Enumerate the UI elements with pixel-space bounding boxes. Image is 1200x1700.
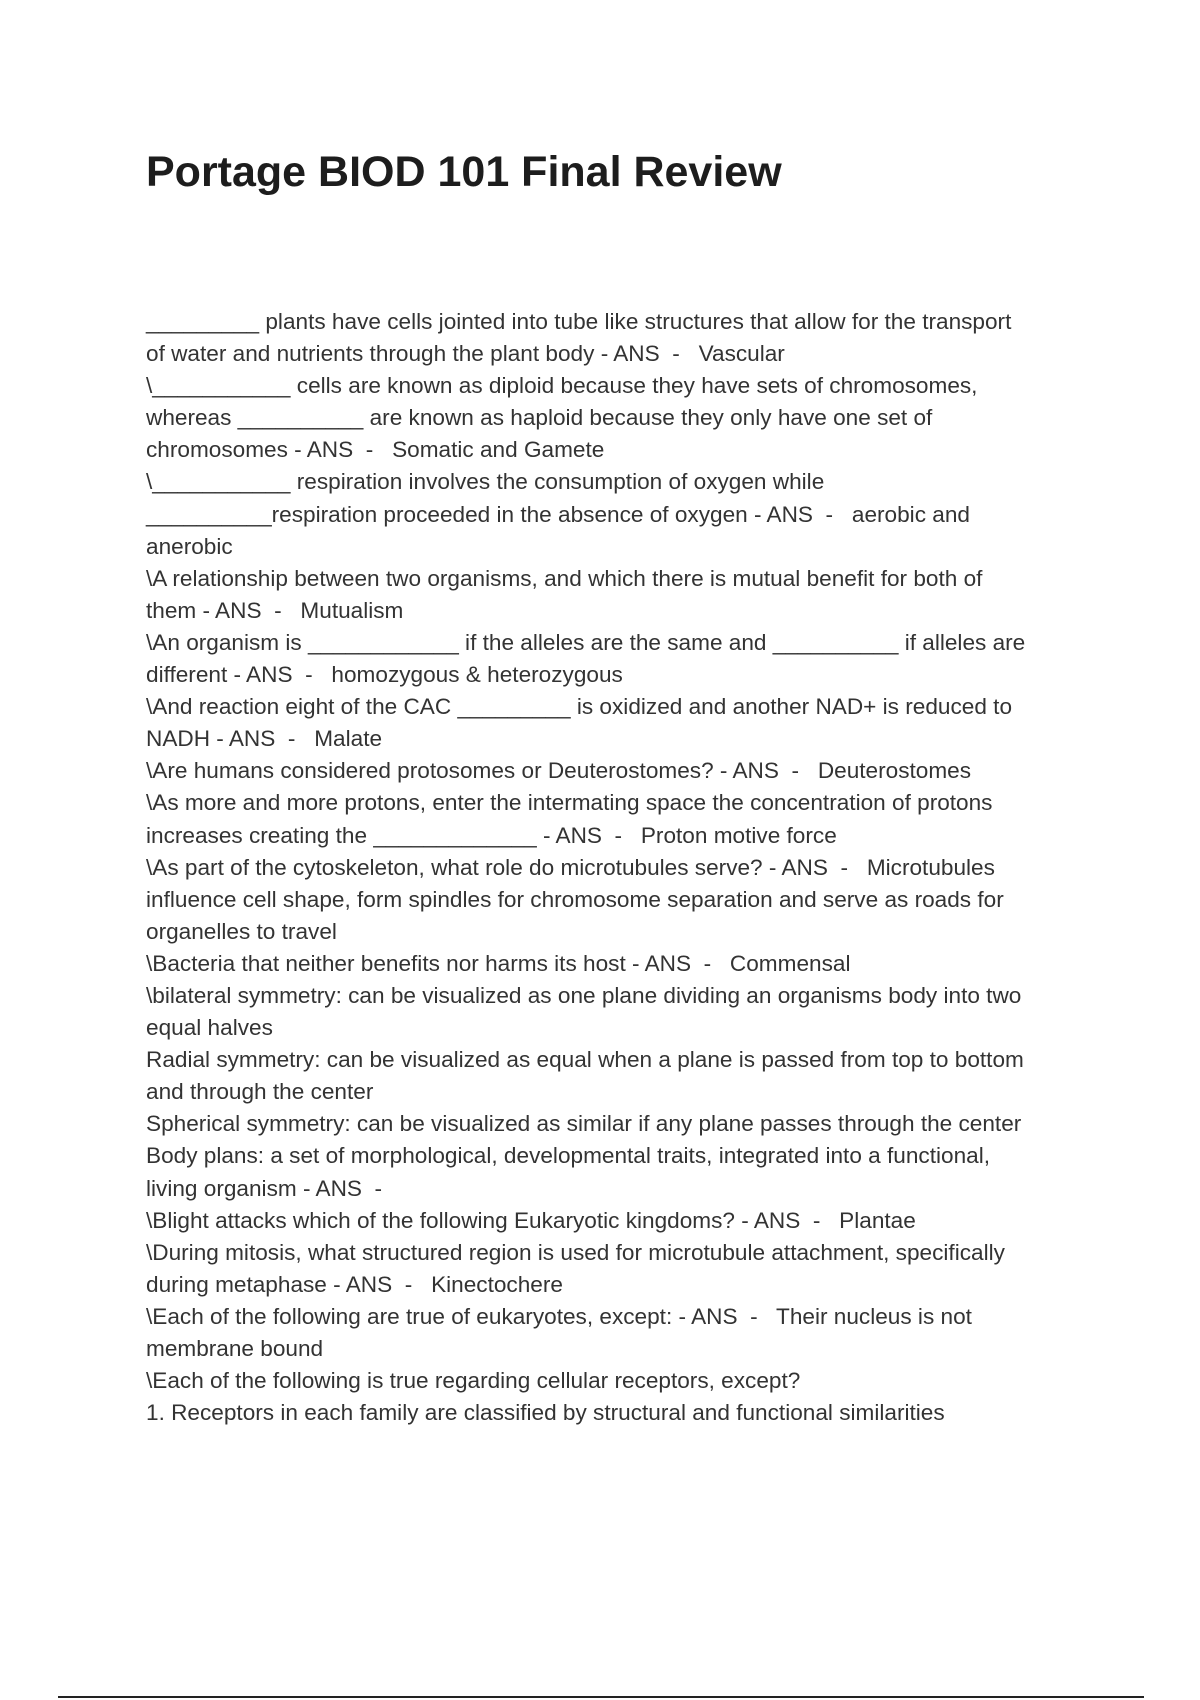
text-line: whereas __________ are known as haploid because they only have one set of — [146, 405, 933, 431]
text-line: during metaphase - ANS - Kinectochere — [146, 1271, 563, 1297]
text-line: \Are humans considered protosomes or Deuterostomes? - ANS - Deuterostomes — [146, 758, 972, 784]
text-line: \Bacteria that neither benefits nor harms its host - ANS - Commensal — [146, 950, 851, 976]
text-line: membrane bound — [146, 1336, 324, 1361]
text-line: _________ plants have cells jointed into tube like structures that allow for the transport — [146, 309, 1012, 334]
text-line: \A relationship between two organisms, and which there is mutual benefit for both of — [146, 565, 983, 591]
text-line: \bilateral symmetry: can be visualized as one plane dividing an organisms body into two — [146, 982, 1022, 1008]
text-line: chromosomes - ANS - Somatic and Gamete — [146, 437, 605, 463]
text-line: \Each of the following is true regarding cellular receptors, except? — [146, 1368, 801, 1394]
text-line: and through the center — [146, 1079, 374, 1105]
text-line: \An organism is ____________ if the alleles are the same and __________ if alleles are — [146, 629, 1026, 655]
text-line: equal halves — [146, 1015, 273, 1041]
text-line: NADH - ANS - Malate — [146, 726, 383, 752]
text-line: \As more and more protons, enter the intermating space the concentration of protons — [146, 790, 993, 816]
text-line: \Blight attacks which of the following Eukaryotic kingdoms? - ANS - Plantae — [146, 1207, 916, 1233]
text-line: influence cell shape, form spindles for chromosome separation and serve as roads for — [146, 886, 1004, 912]
text-line: organelles to travel — [146, 918, 337, 944]
text-line: increases creating the _____________ - ANS - Proton motive force — [146, 822, 837, 848]
text-line: different - ANS - homozygous & heterozygous — [146, 662, 623, 688]
text-line: Body plans: a set of morphological, developmental traits, integrated into a functional, — [146, 1143, 991, 1169]
text-line: \And reaction eight of the CAC _________ is oxidized and another NAD+ is reduced to — [146, 694, 1013, 720]
text-line: __________respiration proceeded in the absence of oxygen - ANS - aerobic and — [146, 501, 970, 527]
text-line: of water and nutrients through the plant body - ANS - Vascular — [146, 341, 785, 367]
text-line: \Each of the following are true of eukaryotes, except: - ANS - Their nucleus is not — [146, 1303, 972, 1329]
footer-divider — [58, 1696, 1144, 1698]
text-line: \As part of the cytoskeleton, what role do microtubules serve? - ANS - Microtubules — [146, 854, 995, 880]
page-title: Portage BIOD 101 Final Review — [146, 148, 782, 196]
text-line: living organism - ANS - — [146, 1175, 383, 1201]
text-line: \___________ respiration involves the consumption of oxygen while — [146, 469, 825, 495]
text-line: \___________ cells are known as diploid because they have sets of chromosomes, — [146, 373, 978, 399]
text-line: them - ANS - Mutualism — [146, 597, 404, 623]
text-line: Radial symmetry: can be visualized as equal when a plane is passed from top to bottom — [146, 1047, 1024, 1073]
text-line: 1. Receptors in each family are classified by structural and functional similarities — [146, 1400, 945, 1426]
text-line: Spherical symmetry: can be visualized as similar if any plane passes through the center — [146, 1111, 1022, 1137]
review-text-body — [146, 306, 1091, 1429]
text-line: anerobic — [146, 533, 233, 559]
text-line: \During mitosis, what structured region is used for microtubule attachment, specifically — [146, 1239, 1005, 1265]
